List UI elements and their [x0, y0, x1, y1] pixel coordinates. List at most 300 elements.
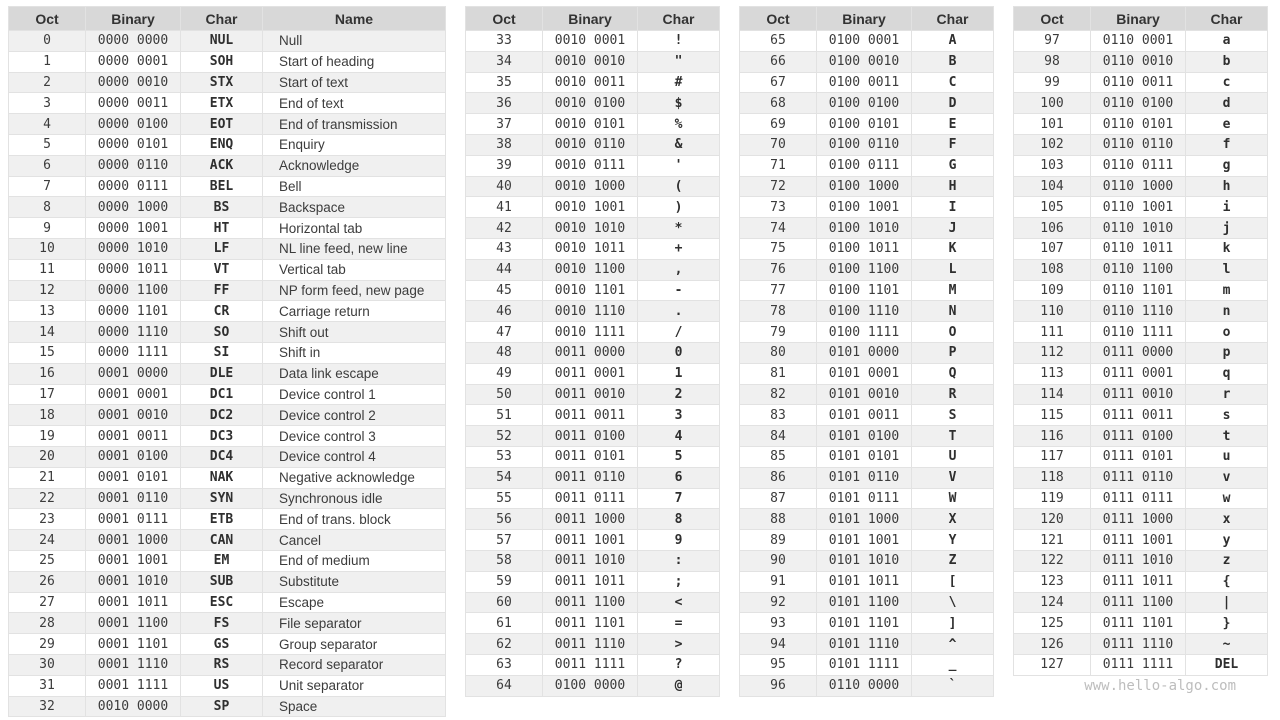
char-cell: US [181, 675, 263, 696]
binary-cell: 0010 1000 [543, 176, 638, 197]
oct-cell: 60 [466, 592, 543, 613]
char-cell: ETX [181, 93, 263, 114]
oct-cell: 116 [1014, 426, 1091, 447]
binary-cell: 0010 0000 [86, 696, 181, 717]
binary-cell: 0001 1111 [86, 675, 181, 696]
char-cell: ( [638, 176, 720, 197]
table-row [1014, 384, 1268, 405]
binary-cell: 0101 1110 [817, 634, 912, 655]
oct-cell: 105 [1014, 197, 1091, 218]
char-cell: m [1186, 280, 1268, 301]
binary-cell: 0101 1001 [817, 530, 912, 551]
char-cell: M [912, 280, 994, 301]
char-cell: ' [638, 155, 720, 176]
binary-cell: 0011 0011 [543, 405, 638, 426]
watermark-text: www.hello-algo.com [1084, 678, 1236, 694]
binary-cell: 0011 1110 [543, 634, 638, 655]
table-row [1014, 31, 1268, 52]
char-cell: x [1186, 509, 1268, 530]
oct-cell: 45 [466, 280, 543, 301]
table-row [9, 426, 446, 447]
binary-cell: 0101 1100 [817, 592, 912, 613]
binary-cell: 0010 0011 [543, 72, 638, 93]
char-cell: 6 [638, 467, 720, 488]
table-row [9, 134, 446, 155]
table-row [740, 530, 994, 551]
char-cell: C [912, 72, 994, 93]
char-cell: > [638, 634, 720, 655]
char-cell: / [638, 322, 720, 343]
char-cell: k [1186, 238, 1268, 259]
char-cell: n [1186, 301, 1268, 322]
table-row [9, 301, 446, 322]
table-row [9, 259, 446, 280]
oct-cell: 10 [9, 238, 86, 259]
char-cell: EM [181, 550, 263, 571]
oct-cell: 81 [740, 363, 817, 384]
binary-cell: 0111 1101 [1091, 613, 1186, 634]
char-cell: % [638, 114, 720, 135]
char-cell: 3 [638, 405, 720, 426]
table-row [466, 634, 720, 655]
table-row [740, 176, 994, 197]
table-row [1014, 176, 1268, 197]
table-row [9, 114, 446, 135]
name-cell: Cancel [263, 530, 446, 551]
oct-cell: 106 [1014, 218, 1091, 239]
char-cell: SO [181, 322, 263, 343]
table-row [466, 342, 720, 363]
oct-cell: 9 [9, 218, 86, 239]
oct-cell: 73 [740, 197, 817, 218]
table-row [9, 654, 446, 675]
binary-cell: 0100 1000 [817, 176, 912, 197]
binary-cell: 0110 1010 [1091, 218, 1186, 239]
oct-cell: 13 [9, 301, 86, 322]
binary-cell: 0111 1100 [1091, 592, 1186, 613]
oct-cell: 15 [9, 342, 86, 363]
binary-cell: 0111 0000 [1091, 342, 1186, 363]
table-row [1014, 51, 1268, 72]
char-cell: W [912, 488, 994, 509]
table-row [466, 613, 720, 634]
binary-cell: 0101 0101 [817, 446, 912, 467]
char-cell: - [638, 280, 720, 301]
binary-cell: 0100 1011 [817, 238, 912, 259]
char-cell: SI [181, 342, 263, 363]
table-row [466, 571, 720, 592]
char-cell: E [912, 114, 994, 135]
char-cell: DC2 [181, 405, 263, 426]
binary-cell: 0111 0001 [1091, 363, 1186, 384]
char-cell: DC1 [181, 384, 263, 405]
table-row [466, 509, 720, 530]
binary-cell: 0100 1110 [817, 301, 912, 322]
char-cell: DC4 [181, 446, 263, 467]
binary-cell: 0111 0100 [1091, 426, 1186, 447]
binary-cell: 0000 0010 [86, 72, 181, 93]
table-row [466, 280, 720, 301]
oct-cell: 103 [1014, 155, 1091, 176]
char-cell: R [912, 384, 994, 405]
oct-cell: 37 [466, 114, 543, 135]
table-row [9, 93, 446, 114]
oct-cell: 119 [1014, 488, 1091, 509]
char-cell: y [1186, 530, 1268, 551]
table-row [466, 197, 720, 218]
char-cell: U [912, 446, 994, 467]
table-row [740, 571, 994, 592]
ascii-table-97-127 [1013, 6, 1268, 676]
char-cell: FS [181, 613, 263, 634]
binary-cell: 0100 0010 [817, 51, 912, 72]
char-cell: H [912, 176, 994, 197]
char-cell: & [638, 134, 720, 155]
char-cell: FF [181, 280, 263, 301]
char-cell: [ [912, 571, 994, 592]
oct-cell: 92 [740, 592, 817, 613]
binary-cell: 0101 1011 [817, 571, 912, 592]
oct-cell: 98 [1014, 51, 1091, 72]
binary-cell: 0001 1101 [86, 634, 181, 655]
char-cell: " [638, 51, 720, 72]
oct-cell: 77 [740, 280, 817, 301]
table-row [1014, 238, 1268, 259]
table-row [1014, 654, 1268, 675]
table-row [466, 31, 720, 52]
char-cell: B [912, 51, 994, 72]
table-row [9, 363, 446, 384]
table-row [740, 280, 994, 301]
char-cell: 7 [638, 488, 720, 509]
char-cell: S [912, 405, 994, 426]
oct-cell: 27 [9, 592, 86, 613]
oct-cell: 120 [1014, 509, 1091, 530]
binary-cell: 0111 0101 [1091, 446, 1186, 467]
binary-cell: 0100 1101 [817, 280, 912, 301]
table-row [9, 176, 446, 197]
oct-cell: 90 [740, 550, 817, 571]
table-row [466, 301, 720, 322]
binary-cell: 0010 0111 [543, 155, 638, 176]
char-cell: i [1186, 197, 1268, 218]
binary-cell: 0000 0011 [86, 93, 181, 114]
table-row [9, 509, 446, 530]
binary-cell: 0101 0001 [817, 363, 912, 384]
binary-cell: 0110 0000 [817, 675, 912, 696]
table-row [740, 426, 994, 447]
oct-cell: 97 [1014, 31, 1091, 52]
name-cell: Device control 3 [263, 426, 446, 447]
char-cell: u [1186, 446, 1268, 467]
oct-cell: 41 [466, 197, 543, 218]
oct-cell: 89 [740, 530, 817, 551]
char-cell: I [912, 197, 994, 218]
oct-cell: 51 [466, 405, 543, 426]
oct-cell: 25 [9, 550, 86, 571]
binary-cell: 0001 1110 [86, 654, 181, 675]
char-cell: DEL [1186, 654, 1268, 675]
name-cell: Device control 1 [263, 384, 446, 405]
char-cell: ETB [181, 509, 263, 530]
oct-cell: 52 [466, 426, 543, 447]
char-cell: ^ [912, 634, 994, 655]
name-cell: Null [263, 31, 446, 52]
char-cell: | [1186, 592, 1268, 613]
table-row [9, 571, 446, 592]
oct-cell: 126 [1014, 634, 1091, 655]
oct-cell: 64 [466, 675, 543, 696]
char-cell: q [1186, 363, 1268, 384]
binary-cell: 0001 0001 [86, 384, 181, 405]
char-cell: BS [181, 197, 263, 218]
binary-cell: 0001 1010 [86, 571, 181, 592]
oct-cell: 78 [740, 301, 817, 322]
char-cell: 0 [638, 342, 720, 363]
char-cell: DC3 [181, 426, 263, 447]
ascii-table-33-64 [465, 6, 720, 697]
binary-cell: 0101 1000 [817, 509, 912, 530]
table-row [9, 488, 446, 509]
char-cell: 2 [638, 384, 720, 405]
binary-cell: 0001 0011 [86, 426, 181, 447]
binary-cell: 0001 1011 [86, 592, 181, 613]
char-cell: d [1186, 93, 1268, 114]
column-header-oct: Oct [9, 7, 86, 31]
oct-cell: 47 [466, 322, 543, 343]
binary-cell: 0011 0101 [543, 446, 638, 467]
char-cell: BEL [181, 176, 263, 197]
table-row [9, 446, 446, 467]
char-cell: : [638, 550, 720, 571]
oct-cell: 111 [1014, 322, 1091, 343]
binary-cell: 0111 1011 [1091, 571, 1186, 592]
oct-cell: 44 [466, 259, 543, 280]
binary-cell: 0000 1010 [86, 238, 181, 259]
binary-cell: 0110 0100 [1091, 93, 1186, 114]
oct-cell: 76 [740, 259, 817, 280]
table-row [9, 155, 446, 176]
char-cell: ESC [181, 592, 263, 613]
binary-cell: 0101 1111 [817, 654, 912, 675]
column-header-char: Char [638, 7, 720, 31]
char-cell: j [1186, 218, 1268, 239]
binary-cell: 0110 0110 [1091, 134, 1186, 155]
oct-cell: 124 [1014, 592, 1091, 613]
table-row [1014, 93, 1268, 114]
binary-cell: 0000 1101 [86, 301, 181, 322]
oct-cell: 4 [9, 114, 86, 135]
name-cell: Substitute [263, 571, 446, 592]
table-row [9, 384, 446, 405]
oct-cell: 6 [9, 155, 86, 176]
binary-cell: 0011 0010 [543, 384, 638, 405]
binary-cell: 0110 1100 [1091, 259, 1186, 280]
char-cell: EOT [181, 114, 263, 135]
oct-cell: 82 [740, 384, 817, 405]
binary-cell: 0111 1110 [1091, 634, 1186, 655]
oct-cell: 42 [466, 218, 543, 239]
binary-cell: 0111 0111 [1091, 488, 1186, 509]
char-cell: } [1186, 613, 1268, 634]
column-header-binary: Binary [543, 7, 638, 31]
binary-cell: 0011 0111 [543, 488, 638, 509]
char-cell: + [638, 238, 720, 259]
char-cell: SYN [181, 488, 263, 509]
name-cell: Device control 4 [263, 446, 446, 467]
binary-cell: 0101 0110 [817, 467, 912, 488]
binary-cell: 0010 0001 [543, 31, 638, 52]
binary-cell: 0101 0011 [817, 405, 912, 426]
name-cell: Vertical tab [263, 259, 446, 280]
char-cell: w [1186, 488, 1268, 509]
oct-cell: 34 [466, 51, 543, 72]
char-cell: D [912, 93, 994, 114]
table-row [1014, 134, 1268, 155]
table-row [466, 654, 720, 675]
table-row [740, 134, 994, 155]
binary-cell: 0100 0110 [817, 134, 912, 155]
char-cell: 4 [638, 426, 720, 447]
binary-cell: 0000 1011 [86, 259, 181, 280]
char-cell: e [1186, 114, 1268, 135]
binary-cell: 0111 0011 [1091, 405, 1186, 426]
table-row [9, 550, 446, 571]
binary-cell: 0011 1101 [543, 613, 638, 634]
oct-cell: 18 [9, 405, 86, 426]
char-cell: VT [181, 259, 263, 280]
oct-cell: 67 [740, 72, 817, 93]
oct-cell: 88 [740, 509, 817, 530]
column-header-oct: Oct [466, 7, 543, 31]
oct-cell: 91 [740, 571, 817, 592]
table-row [740, 342, 994, 363]
header-row [466, 7, 720, 31]
oct-cell: 108 [1014, 259, 1091, 280]
char-cell: A [912, 31, 994, 52]
oct-cell: 32 [9, 696, 86, 717]
oct-cell: 59 [466, 571, 543, 592]
oct-cell: 80 [740, 342, 817, 363]
oct-cell: 24 [9, 530, 86, 551]
binary-cell: 0101 0010 [817, 384, 912, 405]
char-cell: s [1186, 405, 1268, 426]
binary-cell: 0100 1111 [817, 322, 912, 343]
table-row [1014, 218, 1268, 239]
char-cell: = [638, 613, 720, 634]
char-cell: ; [638, 571, 720, 592]
binary-cell: 0110 1001 [1091, 197, 1186, 218]
table-row [466, 51, 720, 72]
char-cell: ] [912, 613, 994, 634]
char-cell: r [1186, 384, 1268, 405]
table-row [740, 613, 994, 634]
oct-cell: 43 [466, 238, 543, 259]
oct-cell: 57 [466, 530, 543, 551]
binary-cell: 0011 0110 [543, 467, 638, 488]
table-row [1014, 342, 1268, 363]
binary-cell: 0111 0010 [1091, 384, 1186, 405]
column-header-char: Char [1186, 7, 1268, 31]
table-row [9, 613, 446, 634]
char-cell: 8 [638, 509, 720, 530]
table-row [1014, 467, 1268, 488]
oct-cell: 79 [740, 322, 817, 343]
char-cell: l [1186, 259, 1268, 280]
oct-cell: 14 [9, 322, 86, 343]
oct-cell: 46 [466, 301, 543, 322]
char-cell: Q [912, 363, 994, 384]
oct-cell: 115 [1014, 405, 1091, 426]
table-row [466, 114, 720, 135]
oct-cell: 36 [466, 93, 543, 114]
char-cell: SUB [181, 571, 263, 592]
table-row [740, 675, 994, 696]
oct-cell: 49 [466, 363, 543, 384]
name-cell: Shift in [263, 342, 446, 363]
table-row [1014, 197, 1268, 218]
char-cell: LF [181, 238, 263, 259]
oct-cell: 33 [466, 31, 543, 52]
binary-cell: 0110 1011 [1091, 238, 1186, 259]
char-cell: NUL [181, 31, 263, 52]
char-cell: O [912, 322, 994, 343]
char-cell: # [638, 72, 720, 93]
char-cell: @ [638, 675, 720, 696]
char-cell: STX [181, 72, 263, 93]
oct-cell: 8 [9, 197, 86, 218]
oct-cell: 62 [466, 634, 543, 655]
oct-cell: 61 [466, 613, 543, 634]
char-cell: G [912, 155, 994, 176]
oct-cell: 54 [466, 467, 543, 488]
char-cell: \ [912, 592, 994, 613]
table-row [1014, 114, 1268, 135]
binary-cell: 0100 1100 [817, 259, 912, 280]
table-row [9, 280, 446, 301]
oct-cell: 40 [466, 176, 543, 197]
oct-cell: 100 [1014, 93, 1091, 114]
column-header-oct: Oct [740, 7, 817, 31]
table-row [1014, 446, 1268, 467]
ascii-tables-container [8, 6, 1268, 717]
table-row [740, 301, 994, 322]
binary-cell: 0001 0110 [86, 488, 181, 509]
binary-cell: 0111 0110 [1091, 467, 1186, 488]
oct-cell: 118 [1014, 467, 1091, 488]
char-cell: NAK [181, 467, 263, 488]
table-row [466, 93, 720, 114]
binary-cell: 0000 0100 [86, 114, 181, 135]
table-row [466, 238, 720, 259]
column-header-name: Name [263, 7, 446, 31]
oct-cell: 66 [740, 51, 817, 72]
oct-cell: 101 [1014, 114, 1091, 135]
char-cell: c [1186, 72, 1268, 93]
oct-cell: 125 [1014, 613, 1091, 634]
char-cell: F [912, 134, 994, 155]
oct-cell: 123 [1014, 571, 1091, 592]
oct-cell: 122 [1014, 550, 1091, 571]
oct-cell: 26 [9, 571, 86, 592]
oct-cell: 87 [740, 488, 817, 509]
table-row [466, 426, 720, 447]
char-cell: { [1186, 571, 1268, 592]
name-cell: Horizontal tab [263, 218, 446, 239]
oct-cell: 94 [740, 634, 817, 655]
table-row [466, 405, 720, 426]
char-cell: , [638, 259, 720, 280]
